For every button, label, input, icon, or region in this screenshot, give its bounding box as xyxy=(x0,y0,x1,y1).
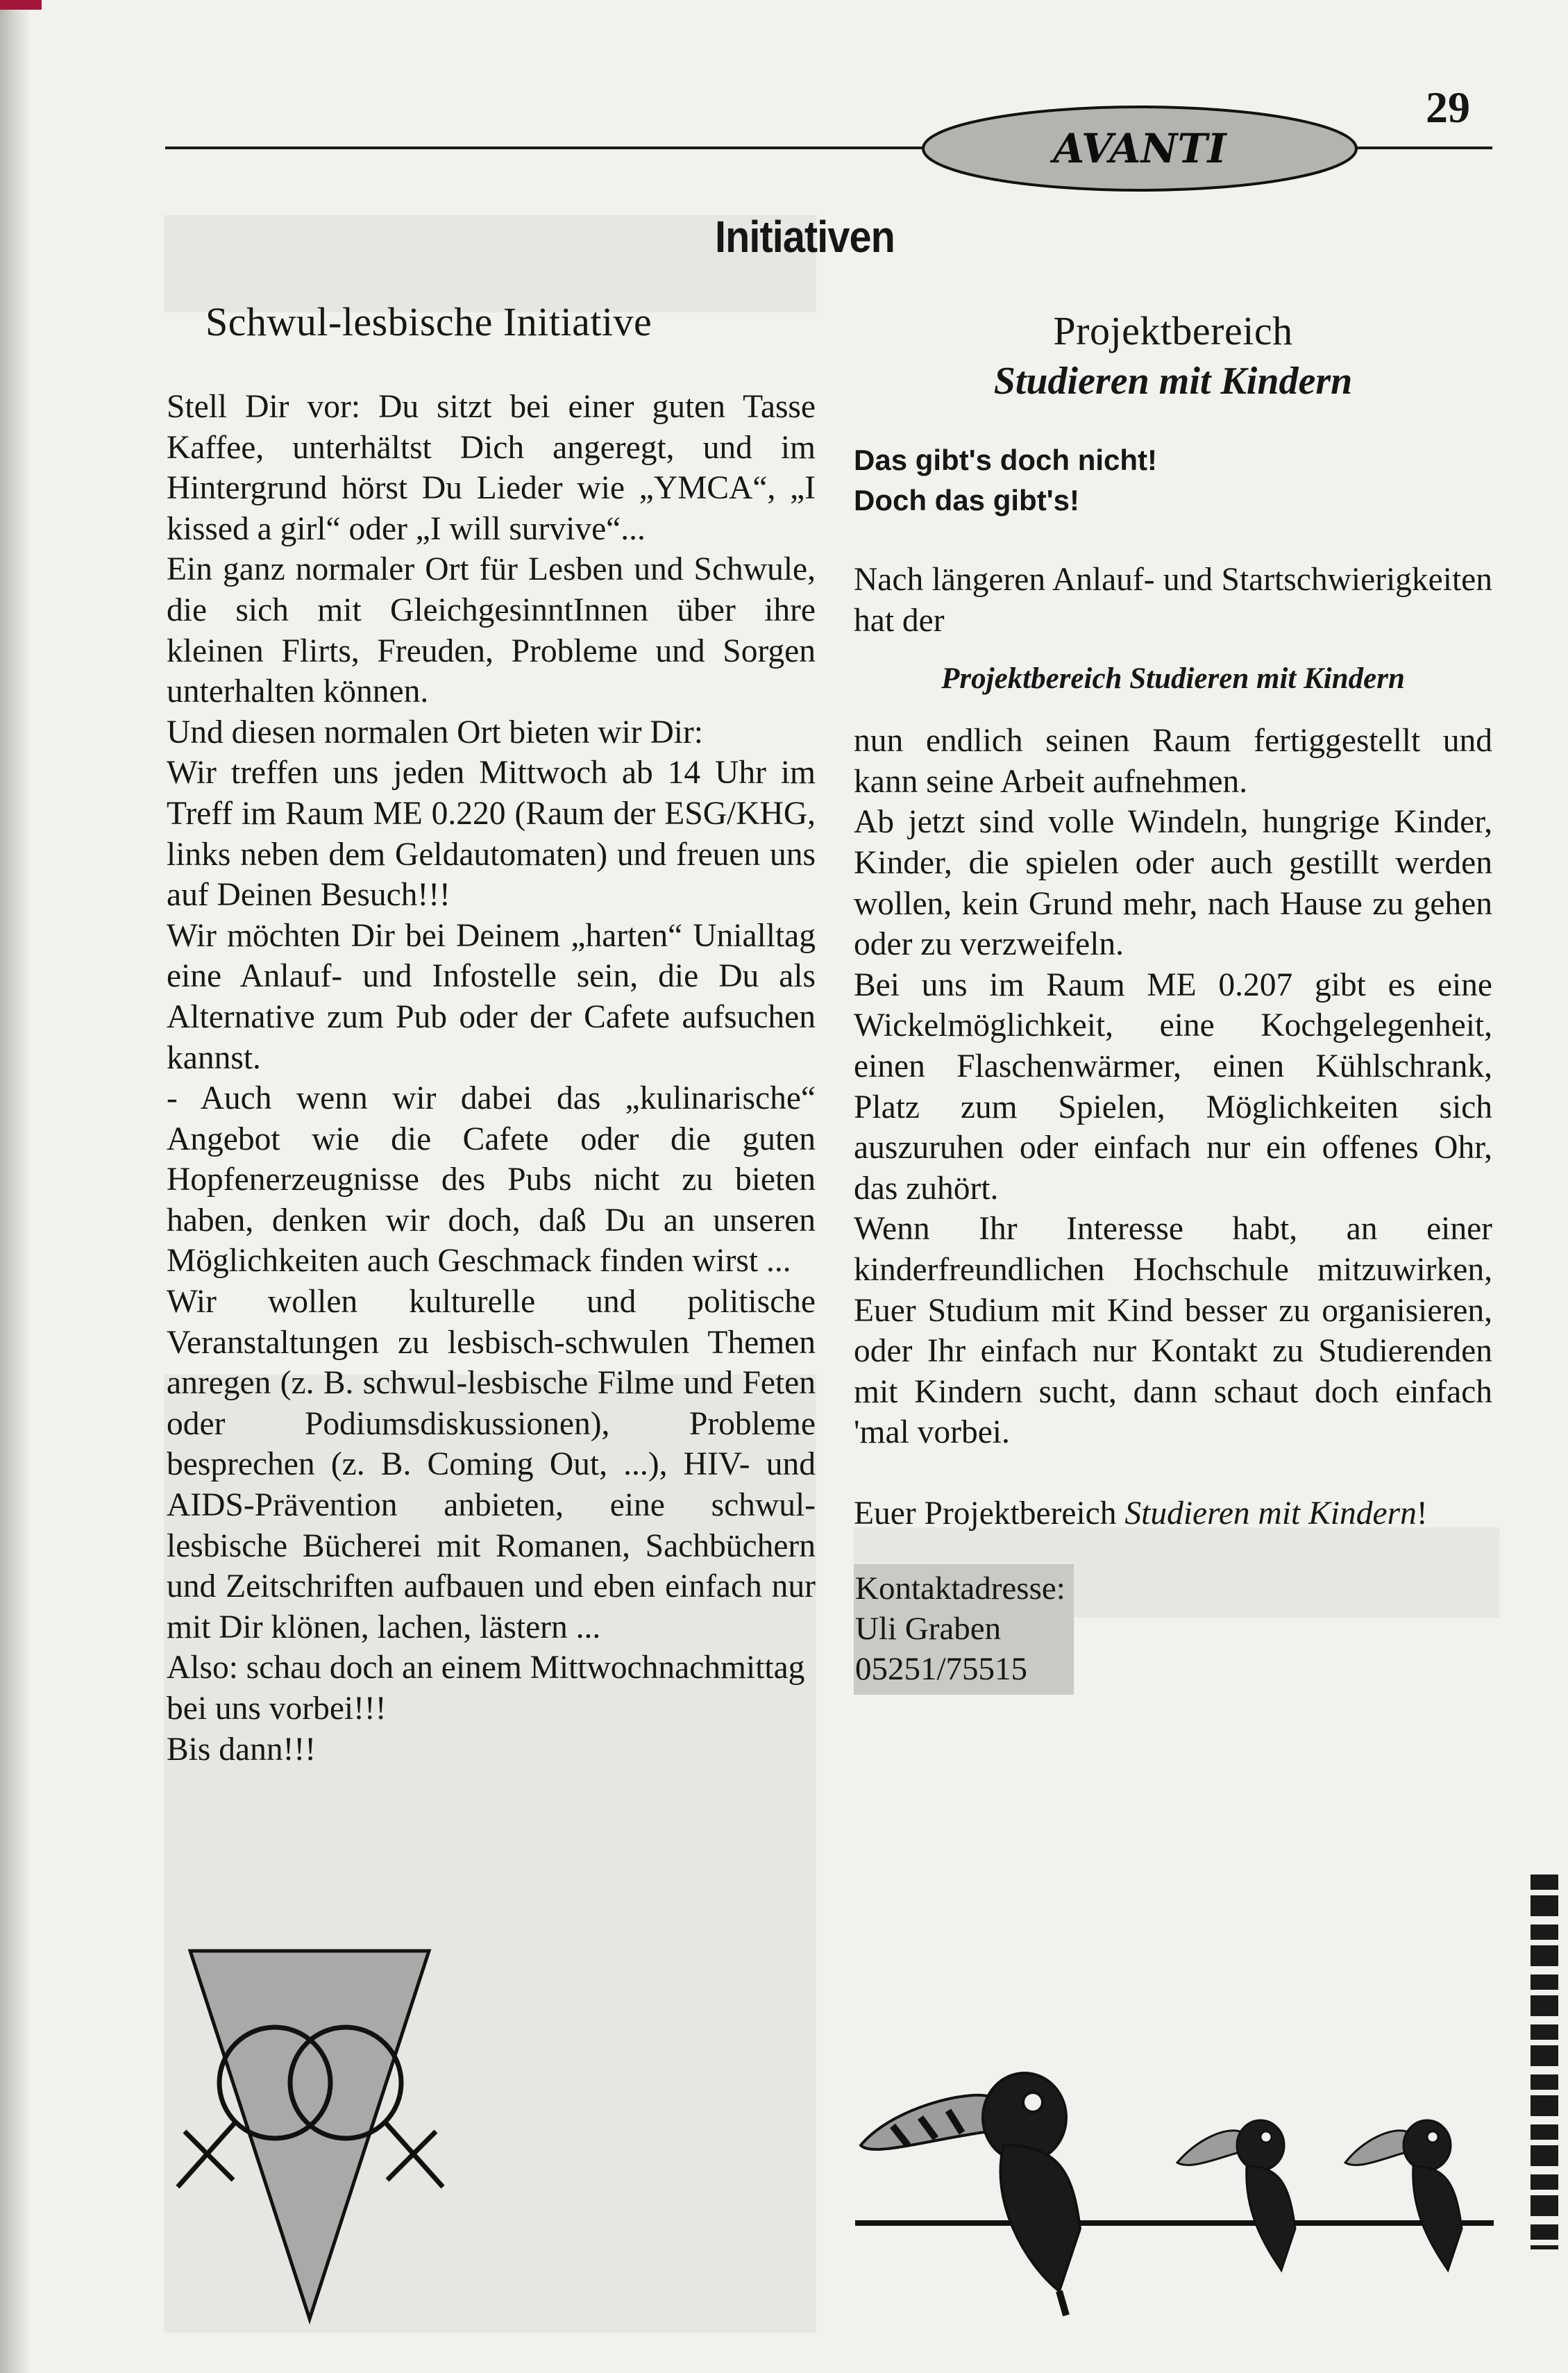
paragraph: Wenn Ihr Interesse habt, an einer kinderfreundlichen Hochschule mitzuwirken, Euer Studium mit Kind besser zu organisieren, oder Ihr einfach nur Kontakt zu Studierenden mit Kindern sucht, dann schaut doch einfach 'mal vorbei. xyxy=(854,1211,1492,1451)
article-body xyxy=(854,721,1492,1453)
left-article xyxy=(167,299,816,1770)
lesbian-gay-symbol xyxy=(164,1944,462,2333)
contact-box xyxy=(854,1564,1074,1695)
toucan-small xyxy=(1177,2120,1295,2270)
cover-edge xyxy=(0,0,42,10)
paragraph: Bei uns im Raum ME 0.207 gibt es eine Wickelmöglichkeit, eine Kochgelegenheit, einen Flaschenwärmer, einen Kühlschrank, Platz zum Spielen, Möglichkeiten sich auszuruhen oder einfach nur ein offenes Ohr, das zuhört. xyxy=(854,966,1492,1207)
intro-line: Doch das gibt's! xyxy=(854,484,1080,517)
toucan-illustration xyxy=(851,2041,1497,2319)
avanti-banner xyxy=(920,104,1359,193)
banner-label: AVANTI xyxy=(1053,125,1226,172)
paragraph: nun endlich seinen Raum fertiggestellt und kann seine Arbeit aufnehmen. xyxy=(854,723,1492,800)
page-number: 29 xyxy=(1426,83,1470,132)
contact-phone: 05251/75515 xyxy=(855,1651,1028,1688)
lead-paragraph: Nach längeren Anlauf- und Startschwierigkeiten hat der xyxy=(854,562,1492,639)
paragraph: Ab jetzt sind volle Windeln, hungrige Kinder, Kinder, die spielen oder auch gestillt werden wollen, kein Grund mehr, nach Hause zu gehen oder zu verzweifeln. xyxy=(854,804,1492,963)
right-article xyxy=(854,305,1492,1695)
paragraph: - Auch wenn wir dabei das „kulinarische“ Angebot wie die Cafete oder die guten Hopfenerzeugnisse des Pubs nicht zu bieten haben, denken wir doch, daß Du an unseren Möglichkeiten auch Geschmack finden wirst ... xyxy=(167,1080,816,1280)
closing-line xyxy=(854,1493,1492,1534)
contact-label: Kontaktadresse: xyxy=(855,1570,1065,1607)
page-edge-tab xyxy=(1531,1875,1558,2249)
toucan-small xyxy=(1345,2120,1462,2270)
contact-name: Uli Graben xyxy=(855,1611,1002,1647)
article-subtitle: Studieren mit Kindern xyxy=(993,360,1353,403)
article-title: Projektbereich xyxy=(1053,308,1293,353)
paragraph: Ein ganz normaler Ort für Lesben und Schwule, die sich mit GleichgesinntInnen über ihre kleinen Flirts, Freuden, Probleme und Sorgen unterhalten können. xyxy=(167,551,816,710)
closing-name: Studieren mit Kindern xyxy=(1124,1495,1417,1532)
closing-prefix: Euer Projektbereich xyxy=(854,1495,1125,1532)
toucan-large xyxy=(861,2073,1080,2315)
article-title: Schwul-lesbische Initiative xyxy=(205,299,652,344)
paragraph: Wir treffen uns jeden Mittwoch ab 14 Uhr im Treff im Raum ME 0.220 (Raum der ESG/KHG, links neben dem Geldautomaten) und freuen uns auf Deinen Besuch!!! xyxy=(167,755,816,914)
paragraph: Wir möchten Dir bei Deinem „harten“ Unialltag eine Anlauf- und Infostelle sein, die Du als Alternative zum Pub oder der Cafete aufsuchen kannst. xyxy=(167,917,816,1076)
project-name: Projektbereich Studieren mit Kindern xyxy=(941,662,1405,696)
section-title: Initiativen xyxy=(715,212,895,262)
page-gutter xyxy=(0,0,31,2373)
paragraph: Also: schau doch an einem Mittwochnachmittag bei uns vorbei!!! xyxy=(167,1650,805,1727)
paragraph: Stell Dir vor: Du sitzt bei einer guten Tasse Kaffee, unterhältst Dich angeregt, und im Hintergrund hörst Du Lieder wie „YMCA“, „I kissed a girl“ oder „I will survive“... xyxy=(167,389,816,547)
closing-suffix: ! xyxy=(1416,1495,1428,1532)
paragraph: Bis dann!!! xyxy=(167,1731,317,1768)
intro-line: Das gibt's doch nicht! xyxy=(854,444,1158,476)
article-body xyxy=(167,387,816,1770)
paragraph: Wir wollen kulturelle und politische Veranstaltungen zu lesbisch-schwulen Themen anregen (z. B. schwul-lesbische Filme und Feten oder Podiumsdiskussionen), Probleme besprechen (z. B. Coming Out, ...), HIV- und AIDS-Prävention anbieten, eine schwul-lesbische Bücherei mit Romanen, Sachbüchern und Zeitschriften aufbauen und eben einfach nur mit Dir klönen, lachen, lästern ... xyxy=(167,1284,816,1645)
paragraph: Und diesen normalen Ort bieten wir Dir: xyxy=(167,714,703,751)
